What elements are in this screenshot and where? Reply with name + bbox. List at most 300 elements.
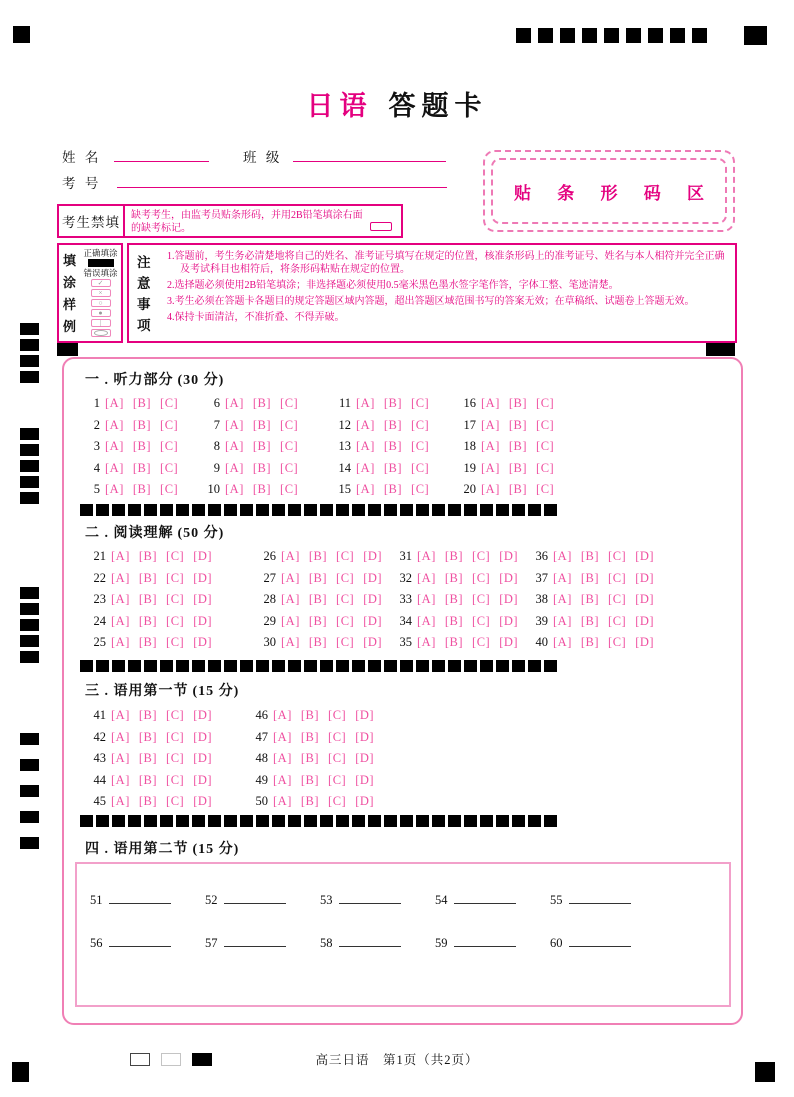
timing-mark	[112, 815, 125, 827]
timing-mark	[176, 660, 189, 672]
q13-option-A-bubble[interactable]: [A]	[356, 439, 375, 453]
class-label: 班 级	[243, 150, 283, 165]
timing-mark	[512, 660, 525, 672]
timing-mark	[400, 504, 413, 516]
question-number: 27	[263, 570, 276, 585]
timing-mark	[336, 815, 349, 827]
question-number: 32	[399, 570, 412, 585]
q6-option-C-bubble[interactable]: [C]	[280, 396, 299, 410]
q34-option-A-bubble[interactable]: [A]	[417, 613, 436, 628]
q20-option-C-bubble[interactable]: [C]	[536, 482, 555, 496]
q38-option-A-bubble[interactable]: [A]	[553, 592, 572, 606]
q26-option-A-bubble[interactable]: [A]	[281, 549, 300, 563]
q23-option-A-bubble[interactable]: [A]	[111, 592, 130, 606]
q23-option-D-bubble[interactable]: [D]	[193, 592, 213, 606]
q39-option-A-bubble[interactable]: [A]	[553, 613, 572, 628]
q24-option-C-bubble[interactable]: [C]	[166, 613, 185, 628]
timing-mark	[20, 759, 39, 771]
q5-option-B-bubble[interactable]: [B]	[132, 482, 152, 496]
q33-option-B-bubble[interactable]: [B]	[444, 592, 464, 606]
q36-option-D-bubble[interactable]: [D]	[635, 549, 655, 563]
q16-option-A-bubble[interactable]: [A]	[481, 396, 500, 410]
timing-mark	[96, 504, 109, 516]
q19-option-B-bubble[interactable]: [B]	[508, 460, 528, 475]
question-33	[388, 592, 527, 607]
q12-option-A-bubble[interactable]: [A]	[356, 417, 375, 432]
timing-mark	[20, 323, 39, 335]
q47-option-B-bubble[interactable]: [B]	[300, 729, 320, 744]
q34-option-C-bubble[interactable]: [C]	[472, 613, 491, 628]
q23-option-B-bubble[interactable]: [B]	[138, 592, 158, 606]
question-11	[327, 396, 438, 411]
timing-mark	[304, 815, 317, 827]
question-28	[252, 592, 391, 607]
q25-option-D-bubble[interactable]: [D]	[193, 635, 213, 649]
q7-option-A-bubble[interactable]: [A]	[225, 417, 244, 432]
q46-option-B-bubble[interactable]: [B]	[300, 708, 320, 722]
q23-option-C-bubble[interactable]: [C]	[166, 592, 185, 606]
q3-option-B-bubble[interactable]: [B]	[132, 439, 152, 453]
q44-option-D-bubble[interactable]: [D]	[193, 772, 213, 787]
q9-option-A-bubble[interactable]: [A]	[225, 460, 244, 475]
timing-mark	[288, 504, 301, 516]
q25-option-B-bubble[interactable]: [B]	[138, 635, 158, 649]
timing-mark	[480, 815, 493, 827]
q40-option-D-bubble[interactable]: [D]	[635, 635, 655, 649]
blank-57	[205, 933, 286, 951]
q30-option-C-bubble[interactable]: [C]	[336, 635, 355, 649]
q14-option-B-bubble[interactable]: [B]	[383, 460, 403, 475]
blank-number: 51	[90, 893, 103, 907]
timing-mark	[112, 660, 125, 672]
q38-option-B-bubble[interactable]: [B]	[580, 592, 600, 606]
q15-option-A-bubble[interactable]: [A]	[356, 482, 375, 496]
q14-option-C-bubble[interactable]: [C]	[411, 460, 430, 475]
q41-option-D-bubble[interactable]: [D]	[193, 708, 213, 722]
q14-option-A-bubble[interactable]: [A]	[356, 460, 375, 475]
question-number: 6	[213, 396, 220, 410]
timing-mark	[496, 815, 509, 827]
q42-option-C-bubble[interactable]: [C]	[166, 729, 185, 744]
question-number: 26	[263, 549, 276, 563]
timing-mark	[336, 660, 349, 672]
q36-option-A-bubble[interactable]: [A]	[553, 549, 572, 563]
answer-blank-line[interactable]	[339, 890, 401, 904]
q47-option-D-bubble[interactable]: [D]	[355, 729, 375, 744]
q2-option-B-bubble[interactable]: [B]	[132, 417, 152, 432]
question-6	[196, 396, 307, 411]
q21-option-B-bubble[interactable]: [B]	[138, 549, 158, 563]
section-title: 四 . 语用第二节	[85, 842, 189, 857]
q39-option-D-bubble[interactable]: [D]	[635, 613, 655, 628]
q17-option-C-bubble[interactable]: [C]	[536, 417, 555, 432]
q3-option-A-bubble[interactable]: [A]	[105, 439, 124, 453]
q6-option-A-bubble[interactable]: [A]	[225, 396, 244, 410]
q35-option-D-bubble[interactable]: [D]	[499, 635, 519, 649]
q33-option-C-bubble[interactable]: [C]	[472, 592, 491, 606]
question-14	[327, 461, 438, 476]
question-24	[82, 614, 221, 629]
q28-option-A-bubble[interactable]: [A]	[281, 592, 300, 606]
q6-option-B-bubble[interactable]: [B]	[252, 396, 272, 410]
q19-option-A-bubble[interactable]: [A]	[481, 460, 500, 475]
timing-mark	[648, 28, 663, 43]
q24-option-D-bubble[interactable]: [D]	[193, 613, 213, 628]
timing-mark	[80, 660, 93, 672]
blank-number: 58	[320, 936, 333, 950]
q50-option-D-bubble[interactable]: [D]	[355, 794, 375, 808]
answer-blank-line[interactable]	[224, 933, 286, 947]
q45-option-B-bubble[interactable]: [B]	[138, 794, 158, 808]
q49-option-A-bubble[interactable]: [A]	[273, 772, 292, 787]
timing-mark	[20, 619, 39, 631]
note-item: 1.答题前，考生务必清楚地将自己的姓名、准考证号填写在规定的位置，核准条形码上的准考证号、姓名与本人相符并完全正确及考试科目也相符后，将条形码粘贴在规定的位置。	[167, 251, 725, 275]
answer-blank-line[interactable]	[569, 933, 631, 947]
q48-option-C-bubble[interactable]: [C]	[328, 751, 347, 765]
q41-option-B-bubble[interactable]: [B]	[138, 708, 158, 722]
q33-option-A-bubble[interactable]: [A]	[417, 592, 436, 606]
q39-option-B-bubble[interactable]: [B]	[580, 613, 600, 628]
q10-option-C-bubble[interactable]: [C]	[280, 482, 299, 496]
q37-option-A-bubble[interactable]: [A]	[553, 570, 572, 585]
q27-option-A-bubble[interactable]: [A]	[281, 570, 300, 585]
q11-option-A-bubble[interactable]: [A]	[356, 396, 375, 410]
question-number: 47	[255, 729, 268, 744]
q49-option-B-bubble[interactable]: [B]	[300, 772, 320, 787]
question-23	[82, 592, 221, 607]
q2-option-C-bubble[interactable]: [C]	[160, 417, 179, 432]
q10-option-B-bubble[interactable]: [B]	[252, 482, 272, 496]
question-50	[244, 794, 383, 809]
timing-mark	[755, 1062, 775, 1082]
barcode-area	[483, 150, 735, 232]
question-number: 49	[255, 772, 268, 787]
q11-option-B-bubble[interactable]: [B]	[383, 396, 403, 410]
timing-mark	[528, 504, 541, 516]
q48-option-A-bubble[interactable]: [A]	[273, 751, 292, 765]
timing-mark	[192, 815, 205, 827]
q25-option-C-bubble[interactable]: [C]	[166, 635, 185, 649]
q40-option-A-bubble[interactable]: [A]	[553, 635, 572, 649]
q18-option-C-bubble[interactable]: [C]	[536, 439, 555, 453]
q13-option-C-bubble[interactable]: [C]	[411, 439, 430, 453]
question-27	[252, 571, 391, 586]
q24-option-B-bubble[interactable]: [B]	[138, 613, 158, 628]
q26-option-C-bubble[interactable]: [C]	[336, 549, 355, 563]
footer-mark-empty-dark	[130, 1053, 150, 1066]
absent-box-label: 考生禁填	[59, 206, 125, 236]
q47-option-C-bubble[interactable]: [C]	[328, 729, 347, 744]
timing-mark	[288, 815, 301, 827]
q17-option-B-bubble[interactable]: [B]	[508, 417, 528, 432]
q8-option-A-bubble[interactable]: [A]	[225, 439, 244, 453]
q45-option-C-bubble[interactable]: [C]	[166, 794, 185, 808]
question-number: 41	[93, 708, 106, 722]
q29-option-B-bubble[interactable]: [B]	[308, 613, 328, 628]
q20-option-A-bubble[interactable]: [A]	[481, 482, 500, 496]
q22-option-B-bubble[interactable]: [B]	[138, 570, 158, 585]
q11-option-C-bubble[interactable]: [C]	[411, 396, 430, 410]
question-1	[76, 396, 187, 411]
section-score: (50 分)	[177, 526, 225, 541]
q50-option-C-bubble[interactable]: [C]	[328, 794, 347, 808]
q33-option-D-bubble[interactable]: [D]	[499, 592, 519, 606]
q49-option-D-bubble[interactable]: [D]	[355, 772, 375, 787]
section-score: (15 分)	[192, 684, 240, 699]
q28-option-C-bubble[interactable]: [C]	[336, 592, 355, 606]
q35-option-A-bubble[interactable]: [A]	[417, 635, 436, 649]
q22-option-A-bubble[interactable]: [A]	[111, 570, 130, 585]
q40-option-B-bubble[interactable]: [B]	[580, 635, 600, 649]
timing-mark	[604, 28, 619, 43]
q18-option-A-bubble[interactable]: [A]	[481, 439, 500, 453]
q27-option-D-bubble[interactable]: [D]	[363, 570, 383, 585]
question-25	[82, 635, 221, 650]
question-10	[196, 482, 307, 497]
question-4	[76, 461, 187, 476]
timing-mark	[352, 504, 365, 516]
question-47	[244, 730, 383, 745]
section-title: 二 . 阅读理解	[85, 526, 174, 541]
question-36	[524, 549, 663, 564]
q32-option-A-bubble[interactable]: [A]	[417, 570, 436, 585]
q31-option-D-bubble[interactable]: [D]	[499, 549, 519, 563]
q37-option-B-bubble[interactable]: [B]	[580, 570, 600, 585]
q43-option-C-bubble[interactable]: [C]	[166, 751, 185, 765]
q4-option-C-bubble[interactable]: [C]	[160, 460, 179, 475]
question-17	[452, 418, 563, 433]
q22-option-C-bubble[interactable]: [C]	[166, 570, 185, 585]
q43-option-B-bubble[interactable]: [B]	[138, 751, 158, 765]
q29-option-C-bubble[interactable]: [C]	[336, 613, 355, 628]
blank-56	[90, 933, 171, 951]
timing-mark	[160, 815, 173, 827]
timing-mark	[160, 660, 173, 672]
timing-mark	[176, 815, 189, 827]
answer-blank-line[interactable]	[454, 890, 516, 904]
q49-option-C-bubble[interactable]: [C]	[328, 772, 347, 787]
q39-option-C-bubble[interactable]: [C]	[608, 613, 627, 628]
q32-option-B-bubble[interactable]: [B]	[444, 570, 464, 585]
question-number: 17	[463, 417, 476, 432]
q15-option-B-bubble[interactable]: [B]	[383, 482, 403, 496]
q46-option-A-bubble[interactable]: [A]	[273, 708, 292, 722]
answer-blank-line[interactable]	[224, 890, 286, 904]
q31-option-A-bubble[interactable]: [A]	[417, 549, 436, 563]
blank-53	[320, 890, 401, 908]
q34-option-D-bubble[interactable]: [D]	[499, 613, 519, 628]
question-number: 38	[535, 592, 548, 606]
timing-mark	[304, 504, 317, 516]
q29-option-A-bubble[interactable]: [A]	[281, 613, 300, 628]
q30-option-D-bubble[interactable]: [D]	[363, 635, 383, 649]
q28-option-B-bubble[interactable]: [B]	[308, 592, 328, 606]
question-number: 45	[93, 794, 106, 808]
q35-option-C-bubble[interactable]: [C]	[472, 635, 491, 649]
q16-option-C-bubble[interactable]: [C]	[536, 396, 555, 410]
q32-option-C-bubble[interactable]: [C]	[472, 570, 491, 585]
q1-option-C-bubble[interactable]: [C]	[160, 396, 179, 410]
footer-mark-filled	[192, 1053, 212, 1066]
q41-option-C-bubble[interactable]: [C]	[166, 708, 185, 722]
q4-option-A-bubble[interactable]: [A]	[105, 460, 124, 475]
question-number: 46	[255, 708, 268, 722]
timing-mark	[544, 504, 557, 516]
absent-mark-bubble[interactable]	[370, 222, 392, 231]
q50-option-A-bubble[interactable]: [A]	[273, 794, 292, 808]
q31-option-C-bubble[interactable]: [C]	[472, 549, 491, 563]
q27-option-C-bubble[interactable]: [C]	[336, 570, 355, 585]
name-input-line[interactable]	[114, 146, 209, 162]
subject-title: 日语	[306, 91, 373, 121]
q21-option-D-bubble[interactable]: [D]	[193, 549, 213, 563]
q13-option-B-bubble[interactable]: [B]	[383, 439, 403, 453]
absent-candidate-box	[57, 204, 403, 238]
q5-option-A-bubble[interactable]: [A]	[105, 482, 124, 496]
q37-option-C-bubble[interactable]: [C]	[608, 570, 627, 585]
q20-option-B-bubble[interactable]: [B]	[508, 482, 528, 496]
q3-option-C-bubble[interactable]: [C]	[160, 439, 179, 453]
question-30	[252, 635, 391, 650]
q37-option-D-bubble[interactable]: [D]	[635, 570, 655, 585]
q2-option-A-bubble[interactable]: [A]	[105, 417, 124, 432]
wrong-fill-sample-bar: |	[91, 319, 111, 327]
q22-option-D-bubble[interactable]: [D]	[193, 570, 213, 585]
q47-option-A-bubble[interactable]: [A]	[273, 729, 292, 744]
q45-option-D-bubble[interactable]: [D]	[193, 794, 213, 808]
q42-option-A-bubble[interactable]: [A]	[111, 729, 130, 744]
blank-number: 60	[550, 936, 563, 950]
q10-option-A-bubble[interactable]: [A]	[225, 482, 244, 496]
timing-mark	[544, 660, 557, 672]
q32-option-D-bubble[interactable]: [D]	[499, 570, 519, 585]
q38-option-C-bubble[interactable]: [C]	[608, 592, 627, 606]
q43-option-A-bubble[interactable]: [A]	[111, 751, 130, 765]
exam-number-input-line[interactable]	[117, 172, 447, 188]
answer-blank-line[interactable]	[454, 933, 516, 947]
q48-option-D-bubble[interactable]: [D]	[355, 751, 375, 765]
q36-option-C-bubble[interactable]: [C]	[608, 549, 627, 563]
timing-mark	[20, 811, 39, 823]
q17-option-A-bubble[interactable]: [A]	[481, 417, 500, 432]
q48-option-B-bubble[interactable]: [B]	[300, 751, 320, 765]
q12-option-C-bubble[interactable]: [C]	[411, 417, 430, 432]
q4-option-B-bubble[interactable]: [B]	[132, 460, 152, 475]
q5-option-C-bubble[interactable]: [C]	[160, 482, 179, 496]
q8-option-B-bubble[interactable]: [B]	[252, 439, 272, 453]
q19-option-C-bubble[interactable]: [C]	[536, 460, 555, 475]
timing-mark	[208, 815, 221, 827]
q50-option-B-bubble[interactable]: [B]	[300, 794, 320, 808]
q9-option-C-bubble[interactable]: [C]	[280, 460, 299, 475]
timing-mark	[416, 504, 429, 516]
q46-option-C-bubble[interactable]: [C]	[328, 708, 347, 722]
q26-option-D-bubble[interactable]: [D]	[363, 549, 383, 563]
timing-mark	[160, 504, 173, 516]
q45-option-A-bubble[interactable]: [A]	[111, 794, 130, 808]
q1-option-A-bubble[interactable]: [A]	[105, 396, 124, 410]
timing-mark	[208, 660, 221, 672]
q27-option-B-bubble[interactable]: [B]	[308, 570, 328, 585]
notes-box	[127, 243, 737, 343]
question-number: 33	[399, 592, 412, 606]
q15-option-C-bubble[interactable]: [C]	[411, 482, 430, 496]
question-34	[388, 614, 527, 629]
q29-option-D-bubble[interactable]: [D]	[363, 613, 383, 628]
q30-option-A-bubble[interactable]: [A]	[281, 635, 300, 649]
timing-mark	[448, 504, 461, 516]
q25-option-A-bubble[interactable]: [A]	[111, 635, 130, 649]
q26-option-B-bubble[interactable]: [B]	[308, 549, 328, 563]
answer-blank-line[interactable]	[569, 890, 631, 904]
q7-option-B-bubble[interactable]: [B]	[252, 417, 272, 432]
q43-option-D-bubble[interactable]: [D]	[193, 751, 213, 765]
q9-option-B-bubble[interactable]: [B]	[252, 460, 272, 475]
q31-option-B-bubble[interactable]: [B]	[444, 549, 464, 563]
q24-option-A-bubble[interactable]: [A]	[111, 613, 130, 628]
q30-option-B-bubble[interactable]: [B]	[308, 635, 328, 649]
question-41	[82, 708, 221, 723]
q41-option-A-bubble[interactable]: [A]	[111, 708, 130, 722]
footer-mark-empty-light	[161, 1053, 181, 1066]
timing-mark	[516, 28, 531, 43]
q21-option-C-bubble[interactable]: [C]	[166, 549, 185, 563]
timing-mark	[670, 28, 685, 43]
timing-mark	[320, 815, 333, 827]
q38-option-D-bubble[interactable]: [D]	[635, 592, 655, 606]
q44-option-C-bubble[interactable]: [C]	[166, 772, 185, 787]
class-input-line[interactable]	[293, 146, 446, 162]
question-number: 20	[463, 482, 476, 496]
question-number: 10	[207, 482, 220, 496]
answer-blank-line[interactable]	[109, 933, 171, 947]
q28-option-D-bubble[interactable]: [D]	[363, 592, 383, 606]
timing-mark	[80, 504, 93, 516]
q40-option-C-bubble[interactable]: [C]	[608, 635, 627, 649]
answer-blank-line[interactable]	[339, 933, 401, 947]
answer-blank-line[interactable]	[109, 890, 171, 904]
question-46	[244, 708, 383, 723]
question-49	[244, 773, 383, 788]
q44-option-A-bubble[interactable]: [A]	[111, 772, 130, 787]
q42-option-B-bubble[interactable]: [B]	[138, 729, 158, 744]
question-29	[252, 614, 391, 629]
q35-option-B-bubble[interactable]: [B]	[444, 635, 464, 649]
wrong-fill-sample-oval	[91, 329, 111, 337]
q1-option-B-bubble[interactable]: [B]	[132, 396, 152, 410]
section-heading	[85, 838, 239, 858]
q34-option-B-bubble[interactable]: [B]	[444, 613, 464, 628]
timing-mark	[224, 815, 237, 827]
timing-mark	[432, 504, 445, 516]
q46-option-D-bubble[interactable]: [D]	[355, 708, 375, 722]
q18-option-B-bubble[interactable]: [B]	[508, 439, 528, 453]
timing-mark	[112, 504, 125, 516]
q36-option-B-bubble[interactable]: [B]	[580, 549, 600, 563]
q16-option-B-bubble[interactable]: [B]	[508, 396, 528, 410]
q44-option-B-bubble[interactable]: [B]	[138, 772, 158, 787]
q12-option-B-bubble[interactable]: [B]	[383, 417, 403, 432]
timing-mark	[208, 504, 221, 516]
q7-option-C-bubble[interactable]: [C]	[280, 417, 299, 432]
timing-mark	[448, 660, 461, 672]
q8-option-C-bubble[interactable]: [C]	[280, 439, 299, 453]
timing-mark	[13, 26, 30, 43]
q42-option-D-bubble[interactable]: [D]	[193, 729, 213, 744]
divider-marks	[80, 814, 560, 826]
question-number: 28	[263, 592, 276, 606]
q21-option-A-bubble[interactable]: [A]	[111, 549, 130, 563]
